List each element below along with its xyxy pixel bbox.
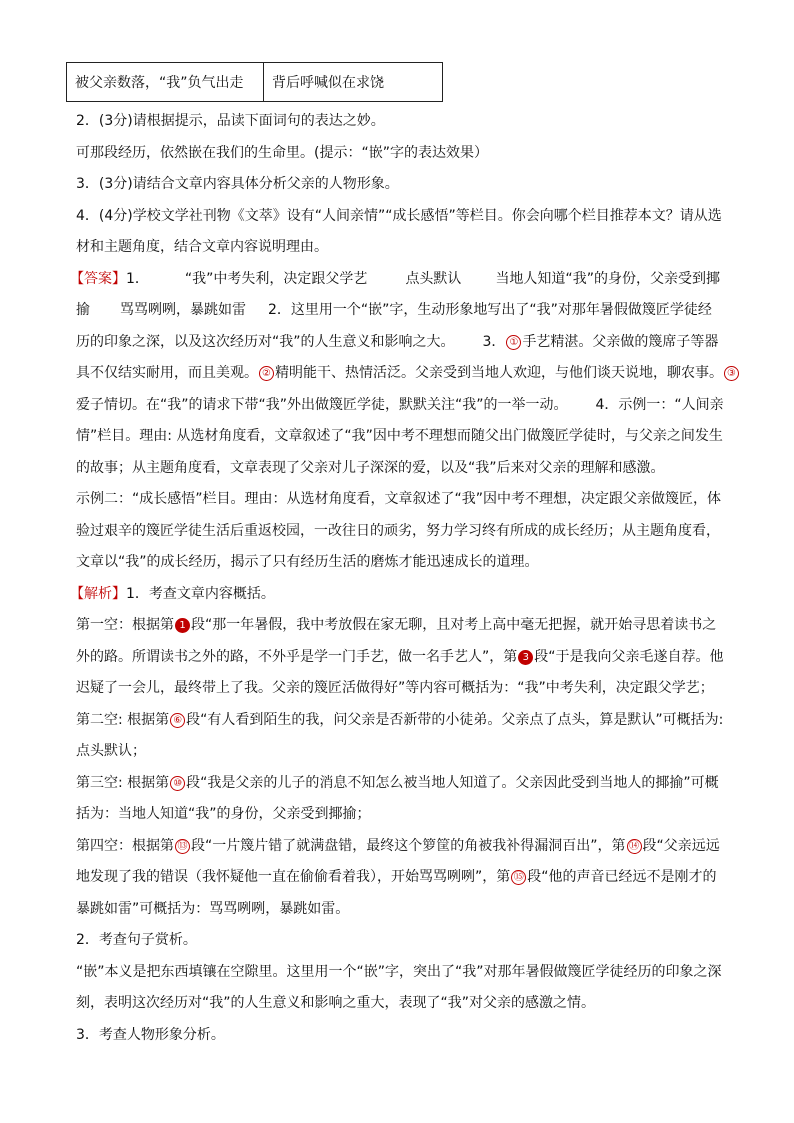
number-6-marker: ⑥ (170, 713, 185, 728)
table-row (67, 63, 443, 102)
text: 精明能干、热情活泛。父亲受到当地人欢迎，与他们谈天说地，聊农事。 (275, 365, 723, 381)
text: 历的印象之深，以及这次经历对“我”的人生意义和影响之大。 (76, 333, 455, 350)
answer-line (76, 327, 726, 359)
text: 点头默认 (405, 270, 462, 287)
text: 外的路。所谓读书之外的路，不外乎是学一门手艺，做一名手艺人”，第 (76, 648, 518, 665)
answer-line: 文章以“我”的成长经历，揭示了只有经历生活的磨炼才能迅速成长的道理。 (76, 554, 539, 570)
explanation-line (70, 579, 726, 611)
number-1-marker: 1 (175, 618, 190, 633)
explanation-line: 迟疑了一会儿，最终带上了我。父亲的篾匠活做得好”等内容可概括为：“我”中考失利，决定跟父学艺； (76, 680, 714, 696)
question-4: 4．(4分)学校文学社刊物《文萃》设有“人间亲情”“成长感悟”等栏目。你会向哪个栏目推荐本文？请从选 (76, 207, 722, 224)
question-4-cont: 材和主题角度，结合文章内容说明理由。 (76, 239, 328, 255)
question-3: 3．(3分)请结合文章内容具体分析父亲的人物形象。 (76, 176, 399, 192)
answer-line: 的故事；从主题角度看，文章表现了父亲对儿子深深的爱，以及“我”后来对父亲的理解和感激。 (76, 459, 665, 476)
question-2: 2．(3分)请根据提示，品读下面词句的表达之妙。 (76, 113, 385, 129)
explanation-label: 【解析】 (70, 585, 126, 602)
answer-line: 情”栏目。理由: 从选材角度看，文章叙述了“我”因中考不理想而随父出门做篾匠学徒时，与父亲之间发生 (76, 428, 723, 444)
text: 第二空: 根据第 (76, 711, 170, 728)
number-10-marker: ⑩ (170, 776, 185, 791)
text: 当地人知道“我”的身份，父亲受到揶 (495, 270, 720, 287)
number-2-marker: ② (259, 366, 274, 381)
text: 段“他的声音已经远不是刚才的 (527, 869, 717, 885)
explanation-line (76, 642, 726, 674)
text: 地发现了我的错误（我怀疑他一直在偷偷看着我），开始骂骂咧咧”，第 (76, 869, 511, 885)
number-13-marker: ⑬ (175, 839, 190, 854)
answer-line (76, 295, 726, 327)
explanation-line: 2．考查句子赏析。 (76, 932, 197, 948)
table-cell: 背后呼喊似在求饶 (264, 63, 443, 102)
text: 第三空: 根据第 (76, 774, 170, 791)
explanation-line: 刻，表明这次经历对“我”的人生意义和影响之重大，表现了“我”对父亲的感激之情。 (76, 995, 596, 1011)
number-15-marker: ⑮ (511, 870, 526, 885)
text: 段“一片篾片错了就满盘错，最终这个箩筐的角被我补得漏洞百出”，第 (191, 837, 626, 854)
text: 段“有人看到陌生的我，问父亲是否新带的小徒弟。父亲点了点头，算是默认”可概括为: (186, 711, 724, 728)
answer-line (70, 264, 726, 296)
explanation-line: 点头默认； (76, 743, 146, 759)
text: 具不仅结实耐用，而且美观。 (76, 365, 258, 381)
answer-line: 验过艰辛的篾匠学徒生活后重返校园，一改往日的顽劣，努力学习终有所成的成长经历；从主题角度看， (76, 522, 720, 539)
answer-line (76, 390, 726, 422)
answer-line (76, 358, 736, 390)
text: 第一空：根据第 (76, 617, 174, 633)
text: 段“那一年暑假，我中考放假在家无聊，且对考上高中毫无把握，就开始寻思着读书之 (191, 617, 717, 633)
number-3-marker: 3 (518, 650, 533, 665)
document-body (70, 106, 736, 1051)
explanation-line (76, 705, 726, 737)
question-2-text: 可那段经历，依然嵌在我们的生命里。(提示：“嵌”字的表达效果） (76, 144, 488, 161)
text: 揄 (76, 302, 90, 318)
text: 1． (126, 270, 149, 287)
explanation-line (76, 610, 726, 642)
explanation-line: 3．考查人物形象分析。 (76, 1026, 225, 1043)
explanation-line: 括为：当地人知道“我”的身份，父亲受到揶揄； (76, 806, 371, 822)
number-14-marker: ⑭ (627, 839, 642, 854)
text: 第四空：根据第 (76, 837, 174, 854)
text: “我”中考失利，决定跟父学艺 (184, 270, 368, 287)
text: 段“我是父亲的儿子的消息不知怎么被当地人知道了。父亲因此受到当地人的揶揄”可概 (186, 774, 719, 791)
text: 1．考查文章内容概括。 (126, 585, 275, 602)
number-3-marker: ③ (724, 366, 739, 381)
answer-label: 【答案】 (70, 270, 126, 287)
explanation-line: “嵌”本义是把东西填镶在空隙里。这里用一个“嵌”字，突出了“我”对那年暑假做篾匠学徒经历的印象之深 (76, 963, 722, 980)
summary-table (66, 62, 443, 102)
table-cell: 被父亲数落，“我”负气出走 (67, 63, 264, 102)
explanation-line: 暴跳如雷”可概括为：骂骂咧咧，暴跳如雷。 (76, 900, 350, 917)
number-1-marker: ① (506, 335, 521, 350)
text: 4．示例一：“人间亲 (595, 396, 724, 413)
text: 手艺精湛。父亲做的篾席子等器 (522, 333, 719, 350)
explanation-line (76, 768, 726, 800)
text: 骂骂咧咧，暴跳如雷 (120, 302, 246, 318)
text: 段“父亲远远 (642, 837, 720, 854)
answer-line: 示例二：“成长感悟”栏目。理由：从选材角度看，文章叙述了“我”因中考不理想，决定跟父亲做篾匠，体 (76, 491, 722, 507)
explanation-line (76, 862, 726, 894)
text: 段“于是我向父亲毛遂自荐。他 (534, 648, 724, 665)
text: 3． (482, 333, 506, 350)
text: 爱子情切。在“我”的请求下带“我”外出做篾匠学徒，默默关注“我”的一举一动。 (76, 396, 568, 413)
text: 2．这里用一个“嵌”字，生动形象地写出了“我”对那年暑假做篾匠学徒经 (268, 302, 712, 318)
explanation-line (76, 831, 726, 863)
